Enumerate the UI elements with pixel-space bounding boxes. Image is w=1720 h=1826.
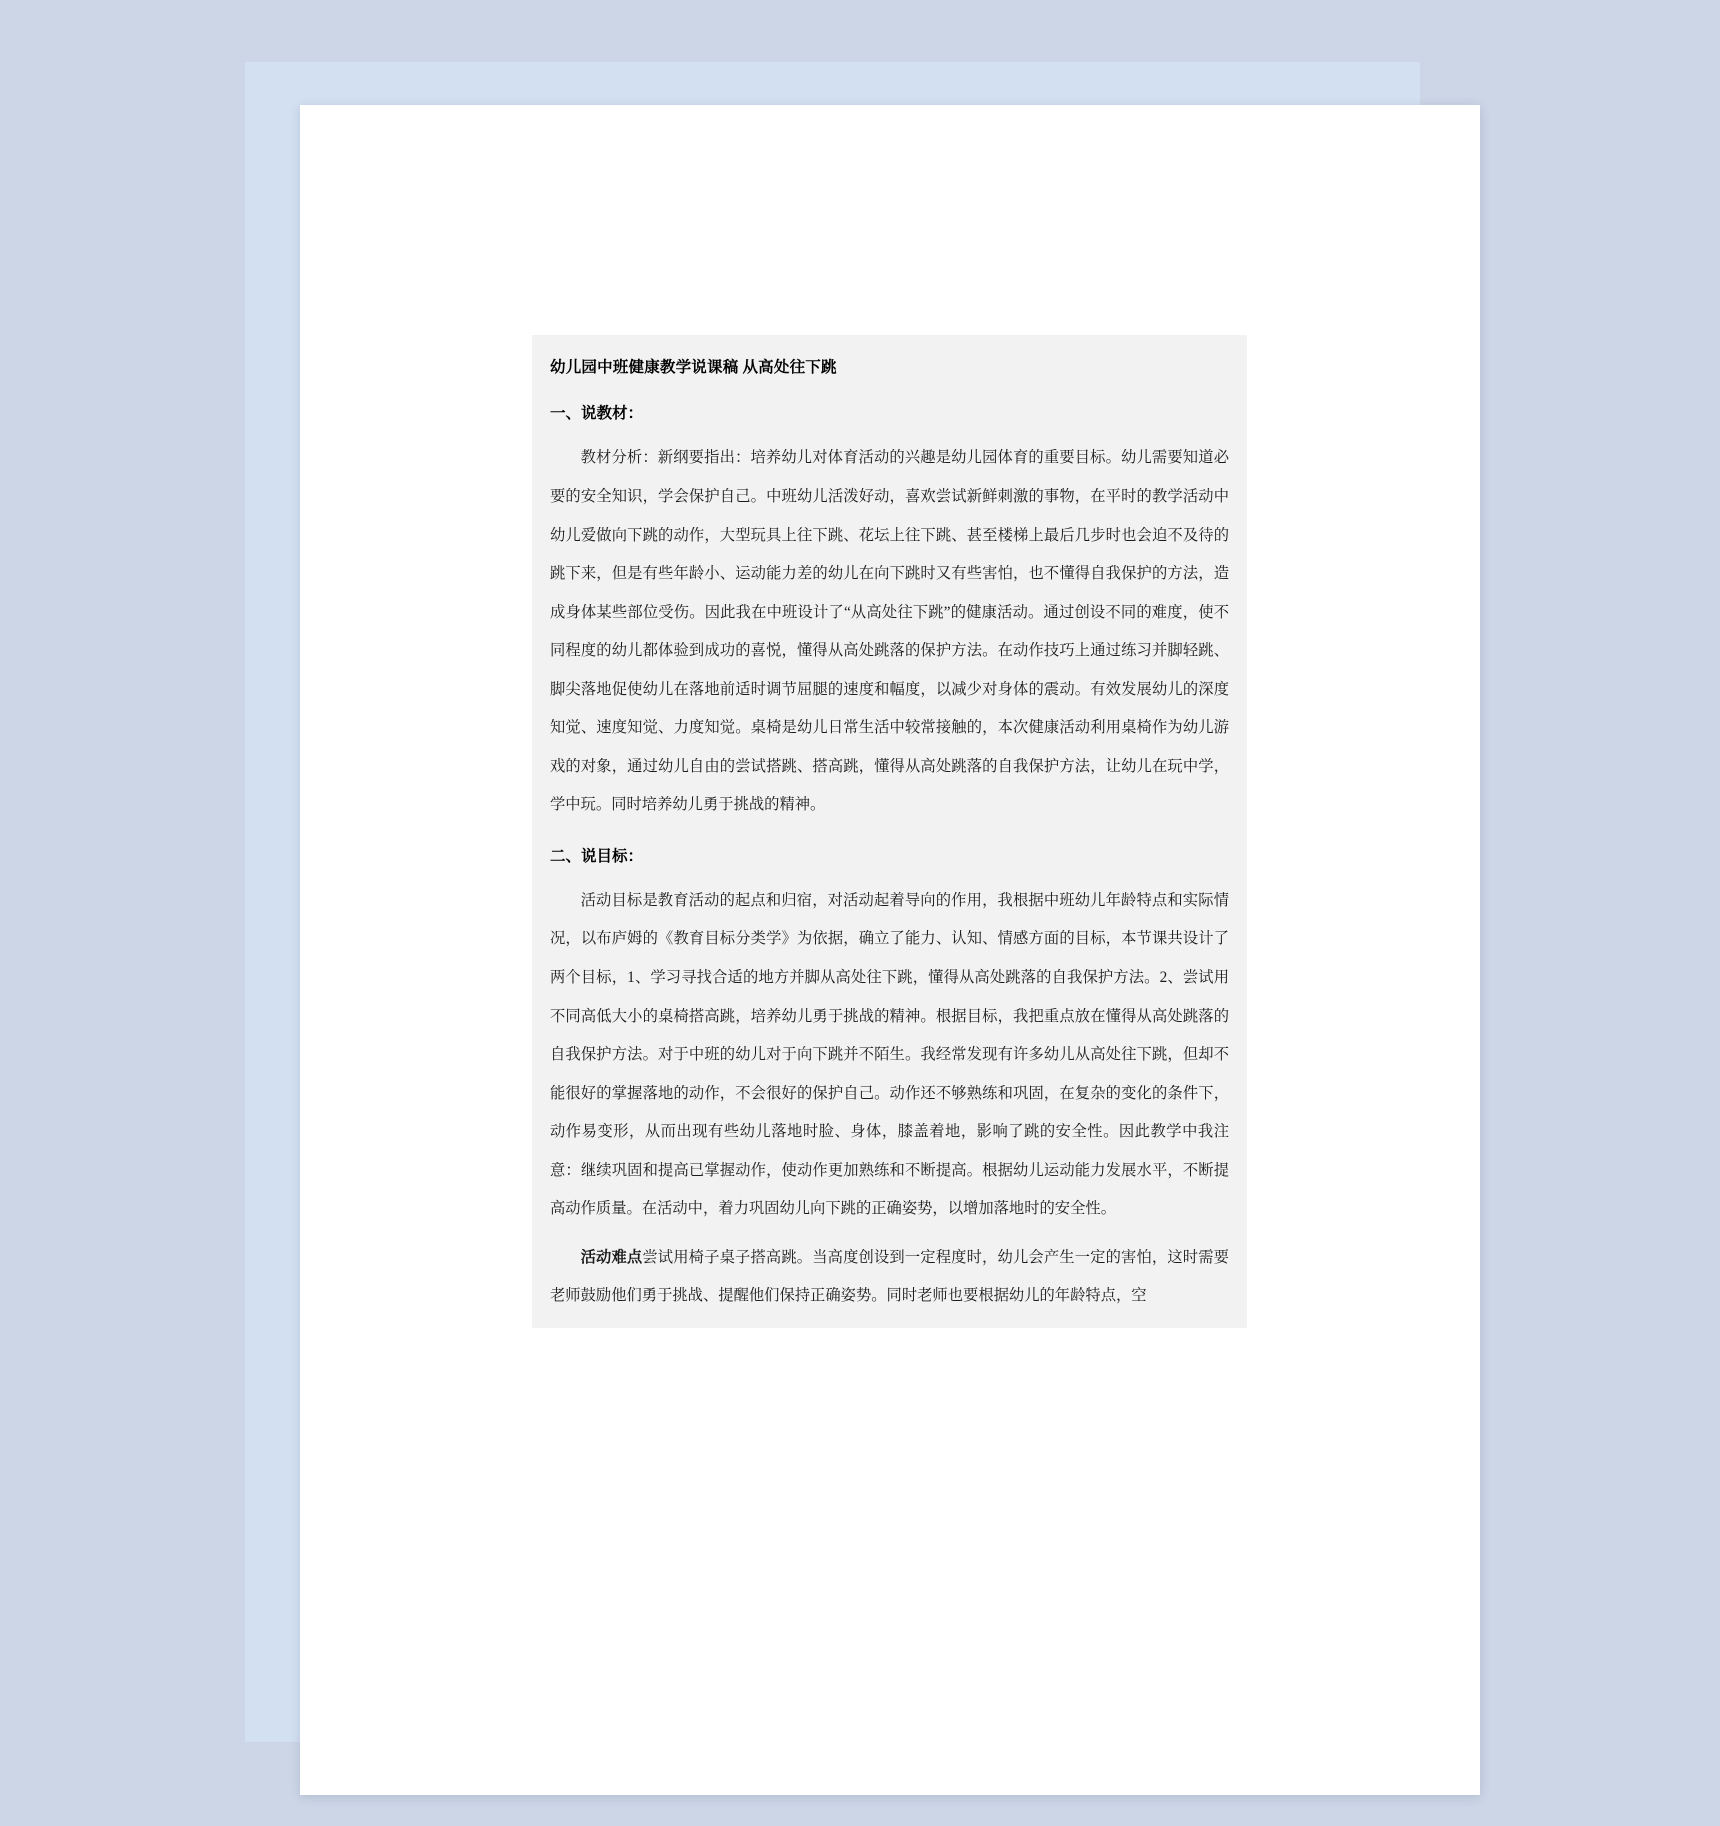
section-paragraph-2: 活动目标是教育活动的起点和归宿，对活动起着导向的作用，我根据中班幼儿年龄特点和实际情况，以布庐姆的《教育目标分类学》为依据，确立了能力、认知、情感方面的目标，本节课共设计了两个目标，1、学习寻找合适的地方并脚从高处往下跳，懂得从高处跳落的自我保护方法。2、尝试用不同高低大小的桌椅搭高跳，培养幼儿勇于挑战的精神。根据目标，我把重点放在懂得从高处跳落的自我保护方法。对于中班的幼儿对于向下跳并不陌生。我经常发现有许多幼儿从高处往下跳，但却不能很好的掌握落地的动作，不会很好的保护自己。动作还不够熟练和巩固，在复杂的变化的条件下，动作易变形，从而出现有些幼儿落地时脸、身体，膝盖着地，影响了跳的安全性。因此教学中我注意：继续巩固和提高已掌握动作，使动作更加熟练和不断提高。根据幼儿运动能力发展水平，不断提高动作质量。在活动中，着力巩固幼儿向下跳的正确姿势，以增加落地时的安全性。 <box>550 891 1229 1218</box>
section-heading-1: 一、说教材： <box>550 405 644 423</box>
page-title: 幼儿园中班健康教学说课稿 从高处往下跳 <box>550 359 837 376</box>
final-paragraph-text: 尝试用椅子桌子搭高跳。当高度创设到一定程度时，幼儿会产生一定的害怕，这时需要老师鼓励他们勇于挑战、提醒他们保持正确姿势。同时老师也要根据幼儿的年龄特点，空 <box>550 1248 1229 1305</box>
document-text-body <box>532 335 1247 1328</box>
final-paragraph-label: 活动难点 <box>580 1248 643 1266</box>
final-paragraph <box>532 1239 1247 1316</box>
section-heading-2: 二、说目标： <box>550 847 644 865</box>
document-page <box>300 105 1480 1795</box>
section-paragraph-1: 教材分析：新纲要指出：培养幼儿对体育活动的兴趣是幼儿园体育的重要目标。幼儿需要知道必要的安全知识，学会保护自己。中班幼儿活泼好动，喜欢尝试新鲜刺激的事物，在平时的教学活动中幼儿爱做向下跳的动作，大型玩具上往下跳、花坛上往下跳、甚至楼梯上最后几步时也会迫不及待的跳下来，但是有些年龄小、运动能力差的幼儿在向下跳时又有些害怕，也不懂得自我保护的方法，造成身体某些部位受伤。因此我在中班设计了“从高处往下跳”的健康活动。通过创设不同的难度，使不同程度的幼儿都体验到成功的喜悦，懂得从高处跳落的保护方法。在动作技巧上通过练习并脚轻跳、脚尖落地促使幼儿在落地前适时调节屈腿的速度和幅度，以减少对身体的震动。有效发展幼儿的深度知觉、速度知觉、力度知觉。桌椅是幼儿日常生活中较常接触的，本次健康活动利用桌椅作为幼儿游戏的对象，通过幼儿自由的尝试搭跳、搭高跳，懂得从高处跳落的自我保护方法，让幼儿在玩中学，学中玩。同时培养幼儿勇于挑战的精神。 <box>550 449 1229 814</box>
